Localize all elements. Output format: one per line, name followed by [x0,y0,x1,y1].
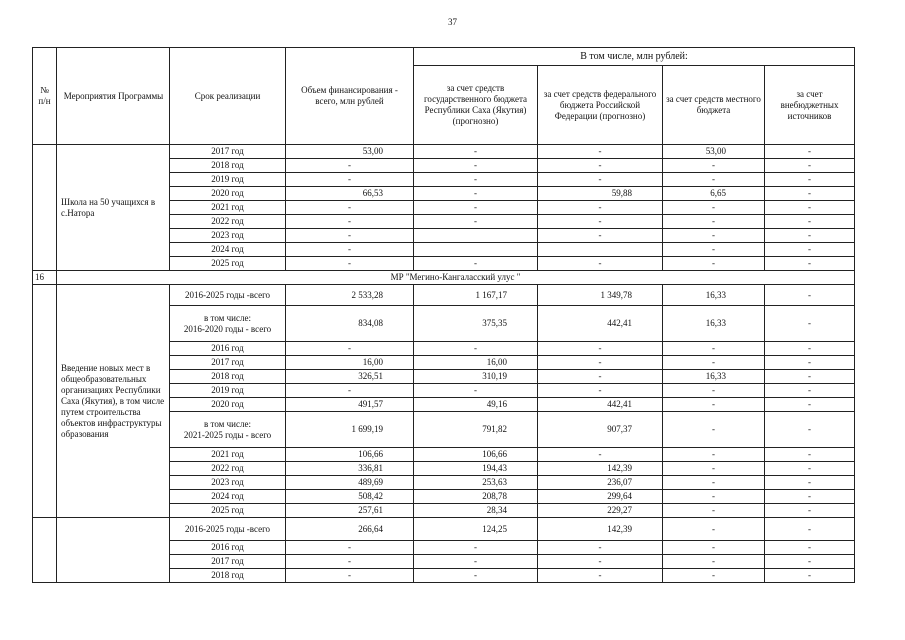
federal-budget-cell: - [538,159,663,173]
state-budget-cell: - [414,555,538,569]
extrabudget-cell: - [765,384,855,398]
volume-cell: - [286,173,414,187]
local-budget-cell: 6,65 [663,187,765,201]
extrabudget-cell: - [765,504,855,518]
extrabudget-cell: - [765,398,855,412]
subtotal-label: в том числе: [204,418,251,429]
federal-budget-cell: - [538,448,663,462]
local-budget-cell: - [663,504,765,518]
federal-budget-cell: 59,88 [538,187,663,201]
state-budget-cell: 375,35 [414,306,538,342]
local-budget-cell: - [663,569,765,583]
local-budget-cell: - [663,384,765,398]
header-state-budget: за счет средств государственного бюджета Республики Саха (Якутия) (прогнозно) [414,66,538,145]
volume-cell: 106,66 [286,448,414,462]
table-row [33,285,855,306]
extrabudget-cell: - [765,462,855,476]
local-budget-cell: - [663,518,765,541]
federal-budget-cell: - [538,342,663,356]
local-budget-cell: - [663,159,765,173]
extrabudget-cell: - [765,306,855,342]
federal-budget-cell: - [538,145,663,159]
state-budget-cell: 791,82 [414,412,538,448]
federal-budget-cell: - [538,541,663,555]
state-budget-cell: 253,63 [414,476,538,490]
volume-cell: - [286,569,414,583]
local-budget-cell: 16,33 [663,306,765,342]
header-events: Мероприятия Программы [57,48,170,145]
state-budget-cell: 1 167,17 [414,285,538,306]
header-incl: В том числе, млн рублей: [414,48,855,66]
volume-cell: 326,51 [286,370,414,384]
extrabudget-cell: - [765,229,855,243]
state-budget-cell: - [414,257,538,271]
table-row [33,145,855,159]
header-local-budget: за счет средств местного бюджета [663,66,765,145]
state-budget-cell: - [414,342,538,356]
section-title: МР "Мегино-Кангаласский улус " [57,271,855,285]
header-num: № п/н [33,48,57,145]
federal-budget-cell: - [538,173,663,187]
local-budget-cell: 53,00 [663,145,765,159]
volume-cell: 489,69 [286,476,414,490]
volume-cell: 66,53 [286,187,414,201]
period-cell: 2017 год [170,555,286,569]
federal-budget-cell: 229,27 [538,504,663,518]
volume-cell: 16,00 [286,356,414,370]
event-label: Введение новых мест в общеобразовательных организациях Республики Саха (Якутия), в том числе путем строительства объектов инфраструктуры образования [57,285,170,518]
extrabudget-cell: - [765,159,855,173]
local-budget-cell: - [663,243,765,257]
federal-budget-cell: - [538,370,663,384]
period-cell: 2020 год [170,187,286,201]
period-cell: 2017 год [170,356,286,370]
state-budget-cell: 28,34 [414,504,538,518]
extrabudget-cell: - [765,569,855,583]
volume-cell: - [286,555,414,569]
row-number-cell [33,145,57,271]
extrabudget-cell: - [765,215,855,229]
state-budget-cell: - [414,569,538,583]
period-cell: 2019 год [170,173,286,187]
volume-cell: 491,57 [286,398,414,412]
page-number: 37 [448,17,457,27]
federal-budget-cell: - [538,201,663,215]
period-cell: 2020 год [170,398,286,412]
local-budget-cell: - [663,201,765,215]
volume-cell: - [286,215,414,229]
extrabudget-cell: - [765,173,855,187]
volume-cell: 53,00 [286,145,414,159]
state-budget-cell: 106,66 [414,448,538,462]
federal-budget-cell: 236,07 [538,476,663,490]
volume-cell: - [286,201,414,215]
volume-cell: - [286,257,414,271]
subtotal-period: 2016-2020 годы - всего [183,323,272,334]
extrabudget-cell: - [765,356,855,370]
period-cell: 2025 год [170,257,286,271]
extrabudget-cell: - [765,243,855,257]
local-budget-cell: - [663,412,765,448]
local-budget-cell: - [663,229,765,243]
period-cell: 2022 год [170,462,286,476]
period-cell: 2023 год [170,476,286,490]
federal-budget-cell [538,243,663,257]
federal-budget-cell: 907,37 [538,412,663,448]
extrabudget-cell: - [765,448,855,462]
federal-budget-cell: - [538,215,663,229]
period-cell [170,306,286,342]
header-extrabudget: за счет внебюджетных источников [765,66,855,145]
period-cell: 2016-2025 годы -всего [170,285,286,306]
state-budget-cell: 16,00 [414,356,538,370]
period-cell: 2021 год [170,448,286,462]
federal-budget-cell: - [538,229,663,243]
local-budget-cell: - [663,342,765,356]
local-budget-cell: - [663,215,765,229]
state-budget-cell: - [414,541,538,555]
local-budget-cell: - [663,490,765,504]
extrabudget-cell: - [765,342,855,356]
period-cell: 2016 год [170,342,286,356]
volume-cell: 1 699,19 [286,412,414,448]
local-budget-cell: - [663,448,765,462]
local-budget-cell: 16,33 [663,285,765,306]
local-budget-cell: - [663,398,765,412]
period-cell: 2016 год [170,541,286,555]
state-budget-cell: - [414,145,538,159]
header-row-top [33,48,855,66]
federal-budget-cell: 442,41 [538,398,663,412]
event-label [57,518,170,583]
state-budget-cell: - [414,201,538,215]
period-cell: 2021 год [170,201,286,215]
header-volume: Объем финансирования - всего, млн рублей [286,48,414,145]
federal-budget-cell: 442,41 [538,306,663,342]
header-federal-budget: за счет средств федерального бюджета Российской Федерации (прогнозно) [538,66,663,145]
state-budget-cell [414,229,538,243]
state-budget-cell: 49,16 [414,398,538,412]
state-budget-cell: - [414,187,538,201]
local-budget-cell: - [663,476,765,490]
state-budget-cell: - [414,215,538,229]
local-budget-cell: - [663,462,765,476]
volume-cell: 508,42 [286,490,414,504]
period-cell: 2017 год [170,145,286,159]
local-budget-cell: - [663,356,765,370]
extrabudget-cell: - [765,541,855,555]
federal-budget-cell: - [538,569,663,583]
state-budget-cell: - [414,173,538,187]
extrabudget-cell: - [765,187,855,201]
federal-budget-cell: 299,64 [538,490,663,504]
subtotal-label: в том числе: [204,312,251,323]
table-row [33,518,855,541]
section-number: 16 [33,271,57,285]
period-cell: 2018 год [170,569,286,583]
period-cell: 2019 год [170,384,286,398]
federal-budget-cell: 1 349,78 [538,285,663,306]
state-budget-cell: 208,78 [414,490,538,504]
federal-budget-cell: 142,39 [538,518,663,541]
volume-cell: 336,81 [286,462,414,476]
period-cell: 2018 год [170,159,286,173]
local-budget-cell: 16,33 [663,370,765,384]
federal-budget-cell: - [538,257,663,271]
volume-cell: 834,08 [286,306,414,342]
period-cell: 2022 год [170,215,286,229]
period-cell: 2018 год [170,370,286,384]
section-row [33,271,855,285]
state-budget-cell: 310,19 [414,370,538,384]
volume-cell: - [286,159,414,173]
local-budget-cell: - [663,257,765,271]
extrabudget-cell: - [765,285,855,306]
extrabudget-cell: - [765,476,855,490]
row-number-cell [33,518,57,583]
volume-cell: 2 533,28 [286,285,414,306]
state-budget-cell: 194,43 [414,462,538,476]
extrabudget-cell: - [765,370,855,384]
period-cell: 2024 год [170,243,286,257]
volume-cell: 257,61 [286,504,414,518]
financing-table [32,47,855,583]
extrabudget-cell: - [765,145,855,159]
state-budget-cell: 124,25 [414,518,538,541]
event-label: Школа на 50 учащихся в с.Натора [57,145,170,271]
federal-budget-cell: - [538,356,663,370]
extrabudget-cell: - [765,490,855,504]
volume-cell: 266,64 [286,518,414,541]
volume-cell: - [286,342,414,356]
local-budget-cell: - [663,541,765,555]
local-budget-cell: - [663,173,765,187]
state-budget-cell: - [414,384,538,398]
period-cell [170,412,286,448]
subtotal-period: 2021-2025 годы - всего [183,429,272,440]
extrabudget-cell: - [765,201,855,215]
federal-budget-cell: 142,39 [538,462,663,476]
extrabudget-cell: - [765,518,855,541]
local-budget-cell: - [663,555,765,569]
federal-budget-cell: - [538,555,663,569]
period-cell: 2016-2025 годы -всего [170,518,286,541]
period-cell: 2023 год [170,229,286,243]
extrabudget-cell: - [765,257,855,271]
federal-budget-cell: - [538,384,663,398]
row-number-cell [33,285,57,518]
extrabudget-cell: - [765,555,855,569]
volume-cell: - [286,541,414,555]
volume-cell: - [286,243,414,257]
header-period: Срок реализации [170,48,286,145]
extrabudget-cell: - [765,412,855,448]
state-budget-cell [414,243,538,257]
state-budget-cell: - [414,159,538,173]
period-cell: 2025 год [170,504,286,518]
volume-cell: - [286,229,414,243]
period-cell: 2024 год [170,490,286,504]
volume-cell: - [286,384,414,398]
